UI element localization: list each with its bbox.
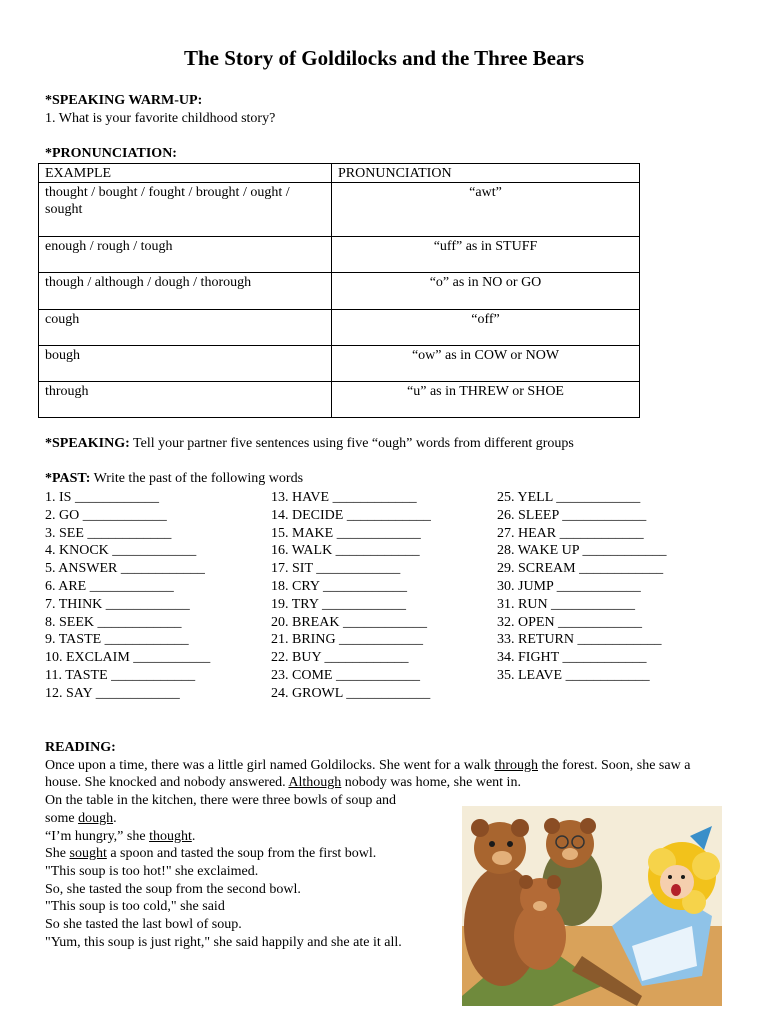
example-cell: cough xyxy=(39,310,332,346)
list-item: 18. CRY ____________ xyxy=(271,578,407,594)
page-title: The Story of Goldilocks and the Three Bears xyxy=(184,46,584,70)
warmup-heading: *SPEAKING WARM-UP: xyxy=(45,93,203,108)
list-item: 13. HAVE ____________ xyxy=(271,490,417,505)
sound-cell: “u” as in THREW or SHOE xyxy=(332,382,640,418)
list-item: 15. MAKE ____________ xyxy=(271,525,421,541)
past-column-2 xyxy=(271,489,431,703)
reading-text: She xyxy=(45,846,70,862)
reading-line: So she tasted the last bowl of soup. xyxy=(45,917,242,933)
list-item: 2. GO ____________ xyxy=(45,507,167,523)
list-item: 20. BREAK ____________ xyxy=(271,614,427,630)
table-header-row xyxy=(39,164,640,183)
list-item: 21. BRING ____________ xyxy=(271,632,424,648)
list-item: 35. LEAVE ____________ xyxy=(497,667,650,683)
example-cell: through xyxy=(39,382,332,418)
list-item: 14. DECIDE ____________ xyxy=(271,507,431,523)
example-cell: thought / bought / fought / brought / ought / sought xyxy=(39,183,332,237)
list-item: 10. EXCLAIM ___________ xyxy=(45,650,211,666)
reading-heading: READING: xyxy=(45,740,116,755)
underlined-word: dough xyxy=(78,810,114,826)
list-item: 17. SIT ____________ xyxy=(271,561,401,577)
list-item: 31. RUN ____________ xyxy=(497,596,636,612)
reading-line: So, she tasted the soup from the second bowl. xyxy=(45,881,301,897)
past-column-1 xyxy=(45,489,210,703)
list-item: 5. ANSWER ____________ xyxy=(45,561,205,577)
speaking-instruction xyxy=(45,435,574,453)
warmup-section xyxy=(45,92,275,128)
example-cell: though / although / dough / thorough xyxy=(39,273,332,310)
speaking-text: Tell your partner five sentences using five “ough” words from different groups xyxy=(129,436,574,451)
sound-cell: “o” as in NO or GO xyxy=(332,273,640,310)
past-heading: *PAST: xyxy=(45,471,91,486)
sound-cell: “ow” as in COW or NOW xyxy=(332,346,640,382)
reading-text: nobody was home, she went in. xyxy=(341,775,521,791)
reading-text: a spoon and tasted the soup from the first bowl. xyxy=(106,846,377,862)
list-item: 22. BUY ____________ xyxy=(271,650,409,666)
sound-cell: “uff” as in STUFF xyxy=(332,237,640,273)
list-item: 8. SEEK ____________ xyxy=(45,614,182,630)
list-item: 1. IS ____________ xyxy=(45,490,159,505)
list-item: 12. SAY ____________ xyxy=(45,685,180,701)
past-instruction xyxy=(45,470,303,488)
speaking-heading: *SPEAKING: xyxy=(45,436,130,451)
reading-text: . xyxy=(191,828,196,844)
sound-cell: “off” xyxy=(332,310,640,346)
list-item: 33. RETURN ____________ xyxy=(497,632,662,648)
reading-line: On the table in the kitchen, there were three bowls of soup and xyxy=(45,793,397,809)
list-item: 24. GROWL ____________ xyxy=(271,685,431,701)
list-item: 29. SCREAM ____________ xyxy=(497,561,664,577)
table-row xyxy=(39,237,640,273)
table-row xyxy=(39,310,640,346)
sound-cell: “awt” xyxy=(332,183,640,237)
header-pronunciation: PRONUNCIATION xyxy=(332,164,640,183)
header-example: EXAMPLE xyxy=(39,164,332,183)
table-row xyxy=(39,346,640,382)
list-item: 6. ARE ____________ xyxy=(45,578,174,594)
list-item: 9. TASTE ____________ xyxy=(45,632,189,648)
list-item: 27. HEAR ____________ xyxy=(497,525,644,541)
table-row xyxy=(39,273,640,310)
reading-text: the forest. Soon, she saw a house. She knocked and nobody answered. xyxy=(45,757,691,791)
list-item: 32. OPEN ____________ xyxy=(497,614,643,630)
underlined-word: thought xyxy=(149,828,192,844)
warmup-question: 1. What is your favorite childhood story? xyxy=(45,111,276,126)
reading-text: . xyxy=(113,810,117,826)
table-row xyxy=(39,382,640,418)
list-item: 16. WALK ____________ xyxy=(271,543,420,559)
example-cell: bough xyxy=(39,346,332,382)
reading-text: Once upon a time, there was a little girl named Goldilocks. She went for a walk xyxy=(45,757,495,773)
reading-line: "This soup is too cold," she said xyxy=(45,899,225,915)
list-item: 3. SEE ____________ xyxy=(45,525,172,541)
reading-line: "Yum, this soup is just right," she said happily and she ate it all. xyxy=(45,934,402,950)
list-item: 26. SLEEP ____________ xyxy=(497,507,647,523)
table-row xyxy=(39,183,640,237)
reading-line: "This soup is too hot!" she exclaimed. xyxy=(45,863,259,879)
list-item: 25. YELL ____________ xyxy=(497,490,641,505)
list-item: 23. COME ____________ xyxy=(271,667,420,683)
list-item: 34. FIGHT ____________ xyxy=(497,650,647,666)
past-text: Write the past of the following words xyxy=(90,471,304,486)
underlined-word: through xyxy=(494,757,538,773)
list-item: 30. JUMP ____________ xyxy=(497,578,641,594)
pronunciation-table xyxy=(38,163,640,418)
pronunciation-heading: *PRONUNCIATION: xyxy=(45,146,177,161)
past-column-3 xyxy=(497,489,667,685)
reading-text: some xyxy=(45,810,79,826)
underlined-word: Although xyxy=(288,775,342,791)
reading-text: “I’m hungry,” she xyxy=(45,828,150,844)
list-item: 28. WAKE UP ____________ xyxy=(497,543,667,559)
goldilocks-illustration xyxy=(462,806,722,1006)
list-item: 19. TRY ____________ xyxy=(271,596,406,612)
list-item: 7. THINK ____________ xyxy=(45,596,190,612)
underlined-word: sought xyxy=(69,846,107,862)
list-item: 11. TASTE ____________ xyxy=(45,667,196,683)
list-item: 4. KNOCK ____________ xyxy=(45,543,197,559)
example-cell: enough / rough / tough xyxy=(39,237,332,273)
reading-paragraph xyxy=(45,757,725,792)
